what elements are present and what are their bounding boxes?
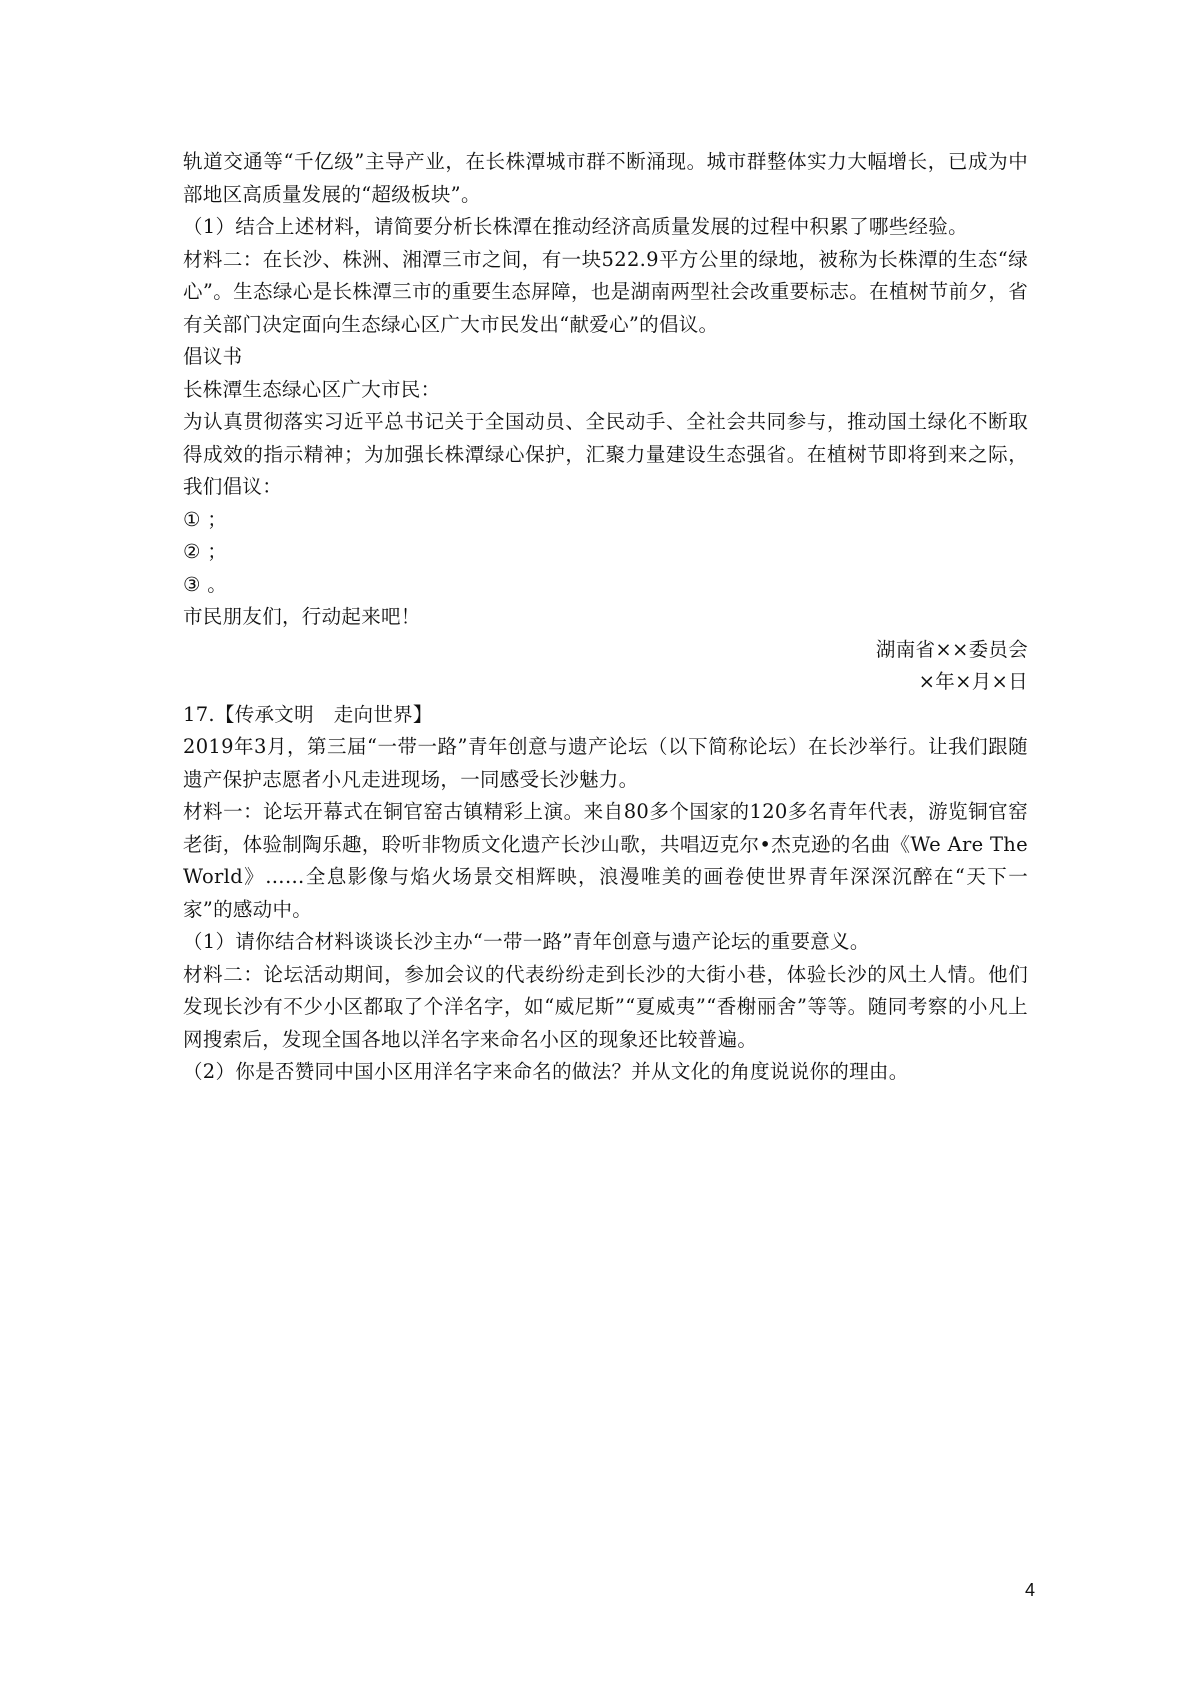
- section17-heading: 17.【传承文明 走向世界】: [183, 702, 433, 726]
- section16-material-2: 材料二：在长沙、株洲、湘潭三市之间，有一块522.9平方公里的绿地，被称为长株潭的生态“绿心”。生态绿心是长株潭三市的重要生态屏障，也是湖南两型社会改重要标志。在植树节前夕，省有关部门决定面向生态绿心区广大市民发出“献爱心”的倡议。: [183, 247, 1028, 336]
- section17-question-1: （1）请你结合材料谈谈长沙主办“一带一路”青年创意与遗产论坛的重要意义。: [183, 930, 870, 953]
- proposal-item: ① ；: [183, 507, 228, 531]
- proposal-greeting: 长株潭生态绿心区广大市民：: [183, 377, 441, 401]
- proposal-closing: 市民朋友们，行动起来吧！: [183, 605, 421, 628]
- proposal-item: ③ 。: [183, 572, 228, 596]
- proposal-body: 为认真贯彻落实习近平总书记关于全国动员、全民动手、全社会共同参与，推动国土绿化不断取得成效的指示精神；为加强长株潭绿心保护，汇聚力量建设生态强省。在植树节即将到来之际，我们倡议：: [183, 410, 1028, 498]
- section16-question-1: （1）结合上述材料，请简要分析长株潭在推动经济高质量发展的过程中积累了哪些经验。: [183, 215, 968, 238]
- proposal-item: ② ；: [183, 540, 228, 563]
- proposal-signer: 湖南省××委员会: [875, 637, 1028, 661]
- section17-material-2: 材料二：论坛活动期间，参加会议的代表纷纷走到长沙的大街小巷，体验长沙的风土人情。他们发现长沙有不少小区都取了个洋名字，如“威尼斯”“夏威夷”“香榭丽舍”等等。随同考察的小凡上网搜索后，发现全国各地以洋名字来命名小区的现象还比较普遍。: [183, 962, 1028, 1051]
- page-content: [183, 146, 1028, 1089]
- page-number: 4: [1024, 1580, 1035, 1600]
- section16-intro-tail: 轨道交通等“千亿级”主导产业，在长株潭城市群不断涌现。城市群整体实力大幅增长，已成为中部地区高质量发展的“超级板块”。: [183, 150, 1028, 206]
- section17-question-2: （2）你是否赞同中国小区用洋名字来命名的做法？并从文化的角度说说你的理由。: [183, 1060, 909, 1083]
- proposal-date: ×年×月×日: [918, 670, 1028, 693]
- section17-material-1: 材料一：论坛开幕式在铜官窑古镇精彩上演。来自80多个国家的120多名青年代表，游览铜官窑老街，体验制陶乐趣，聆听非物质文化遗产长沙山歌，共唱迈克尔•杰克逊的名曲《We Are The World》……全息影像与焰火场景交相辉映，浪漫唯美的画卷使世界青年深深沉醉在“天下一家”的感动中。: [183, 800, 1028, 921]
- proposal-title: 倡议书: [183, 345, 243, 368]
- section17-intro: 2019年3月，第三届“一带一路”青年创意与遗产论坛（以下简称论坛）在长沙举行。让我们跟随遗产保护志愿者小凡走进现场，一同感受长沙魅力。: [183, 735, 1028, 791]
